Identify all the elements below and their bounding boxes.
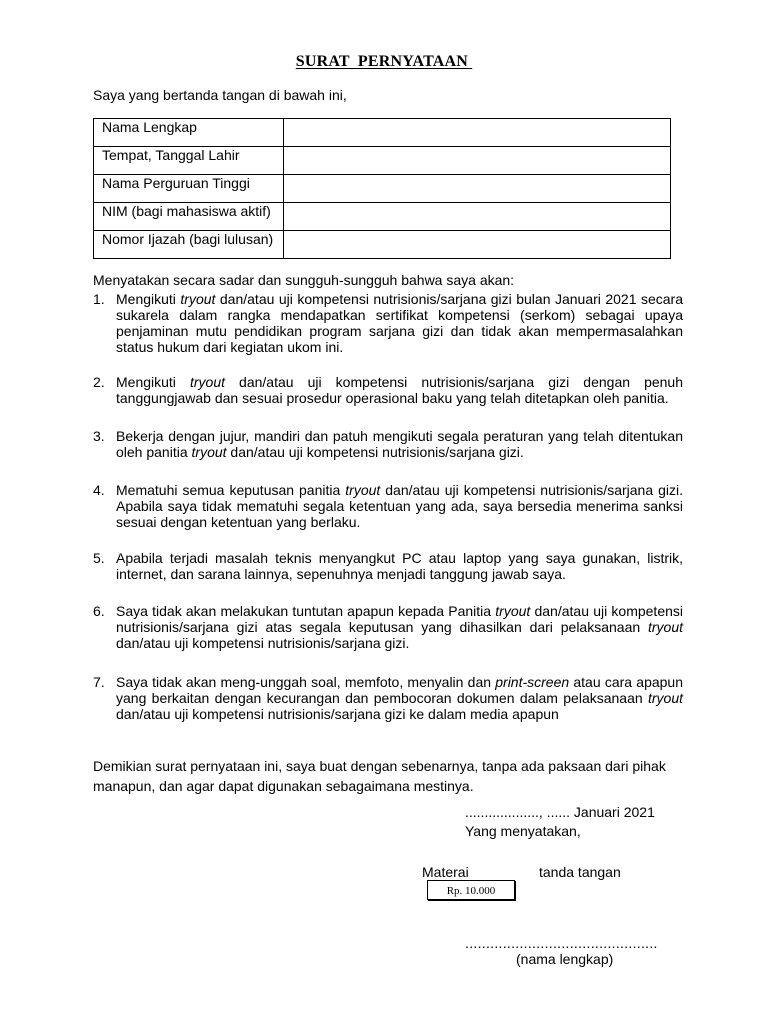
statement-number: 1. <box>93 291 105 307</box>
statement-segment: Mematuhi semua keputusan panitia <box>116 482 346 498</box>
identity-label: Tempat, Tanggal Lahir <box>94 147 284 175</box>
statement-text <box>116 603 683 651</box>
identity-value-field[interactable] <box>283 147 670 175</box>
statement-item <box>93 428 683 460</box>
statement-segment: Saya tidak akan melakukan tuntutan apapun kepada Panitia <box>116 603 496 619</box>
statement-segment: dan/atau uji kompetensi nutrisionis/sarjana gizi atas segala keputusan yang dihasilkan dari pelaksanaan <box>116 603 684 635</box>
statement-emphasis: tryout <box>191 444 227 460</box>
statement-emphasis: tryout <box>180 291 216 307</box>
full-name-label: (nama lengkap) <box>516 951 614 967</box>
statement-number: 7. <box>93 674 105 690</box>
statement-item <box>93 603 683 651</box>
statement-text <box>116 428 683 460</box>
statement-segment: dan/atau uji kompetensi nutrisionis/sarjana gizi. Apabila saya tidak mematuhi segala ketentuan yang ada, saya bersedia menerima sanksi sesuai dengan ketentuan yang berlaku. <box>116 482 683 530</box>
statement-segment: Saya tidak akan meng-unggah soal, memfoto, menyalin dan <box>116 674 496 690</box>
statement-segment: dan/atau uji kompetensi nutrisionis/sarjana gizi ke dalam media apapun <box>116 706 559 722</box>
statement-segment: dan/atau uji kompetensi nutrisionis/sarjana gizi dengan penuh tanggungjawab dan sesuai prosedur operasional baku yang telah ditetapkan oleh panitia. <box>116 374 684 406</box>
statement-segment: Mengikuti <box>116 291 181 307</box>
statement-segment: atau cara apapun yang berkaitan dengan kecurangan dan pembocoran dokumen dalam pelaksanaan <box>116 674 684 706</box>
statement-text <box>116 550 683 582</box>
statement-segment: dan/atau uji kompetensi nutrisionis/sarjana gizi. <box>226 444 524 460</box>
statement-text <box>116 482 683 530</box>
statement-segment: Mengikuti <box>116 374 190 390</box>
statement-emphasis: tryout <box>189 374 225 390</box>
identity-value-field[interactable] <box>283 203 670 231</box>
statement-segment: Apabila terjadi masalah teknis menyangkut PC atau laptop yang saya gunakan, listrik, internet, dan sarana lainnya, sepenuhnya menjadi tanggung jawab saya. <box>116 550 683 582</box>
identity-table <box>93 118 671 259</box>
name-dotted-line: .............................................. <box>465 935 658 951</box>
statement-number: 6. <box>93 603 105 619</box>
identity-value-field[interactable] <box>283 231 670 259</box>
statement-number: 2. <box>93 374 105 390</box>
identity-row <box>94 119 671 147</box>
statement-emphasis: tryout <box>495 603 531 619</box>
statement-item <box>93 674 683 722</box>
statement-emphasis: tryout <box>647 690 683 706</box>
statement-emphasis: tryout <box>345 482 381 498</box>
identity-label: Nama Lengkap <box>94 119 284 147</box>
document-title: SURAT PERNYATAAN <box>295 53 473 70</box>
statement-segment: Bekerja dengan jujur, mandiri dan patuh mengikuti segala peraturan yang telah ditentukan oleh panitia <box>116 428 683 460</box>
statement-number: 5. <box>93 550 105 566</box>
closing-paragraph: Demikian surat pernyataan ini, saya buat dengan sebenarnya, tanpa ada paksaan dari pihak manapun, dan agar dapat digunakan sebagaimana mestinya. <box>93 758 666 794</box>
statement-item <box>93 482 683 530</box>
statement-text <box>116 291 683 355</box>
identity-label: NIM (bagi mahasiswa aktif) <box>94 203 284 231</box>
statement-lead: Menyatakan secara sadar dan sungguh-sungguh bahwa saya akan: <box>93 272 515 288</box>
statement-text <box>116 674 683 722</box>
identity-row <box>94 203 671 231</box>
statement-emphasis: tryout <box>647 619 683 635</box>
statement-text <box>116 374 683 406</box>
statement-segment: dan/atau uji kompetensi nutrisionis/sarjana gizi. <box>116 635 410 651</box>
declarant-label: Yang menyatakan, <box>465 823 581 839</box>
identity-value-field[interactable] <box>283 175 670 203</box>
signature-label: tanda tangan <box>539 864 621 880</box>
statement-emphasis: print-screen <box>495 674 570 690</box>
date-line: ..................., ...... Januari 2021 <box>465 804 655 820</box>
statement-item <box>93 550 683 582</box>
intro-text: Saya yang bertanda tangan di bawah ini, <box>93 87 347 103</box>
statement-number: 3. <box>93 428 105 444</box>
statement-number: 4. <box>93 482 105 498</box>
identity-row <box>94 147 671 175</box>
identity-row <box>94 231 671 259</box>
statement-item <box>93 291 683 355</box>
identity-row <box>94 175 671 203</box>
materai-label: Materai <box>422 864 469 880</box>
revenue-stamp: Rp. 10.000 <box>427 880 515 900</box>
identity-value-field[interactable] <box>283 119 670 147</box>
identity-label: Nomor Ijazah (bagi lulusan) <box>94 231 284 259</box>
identity-label: Nama Perguruan Tinggi <box>94 175 284 203</box>
statement-item <box>93 374 683 406</box>
statement-segment: dan/atau uji kompetensi nutrisionis/sarjana gizi bulan Januari 2021 secara sukarela dalam rangka mendapatkan sertifikat kompetensi (serkom) sebagai upaya penjaminan mutu pendidikan program sarjana gizi dan tidak akan mempermasalahkan status hukum dari kegiatan ukom ini. <box>116 291 684 355</box>
